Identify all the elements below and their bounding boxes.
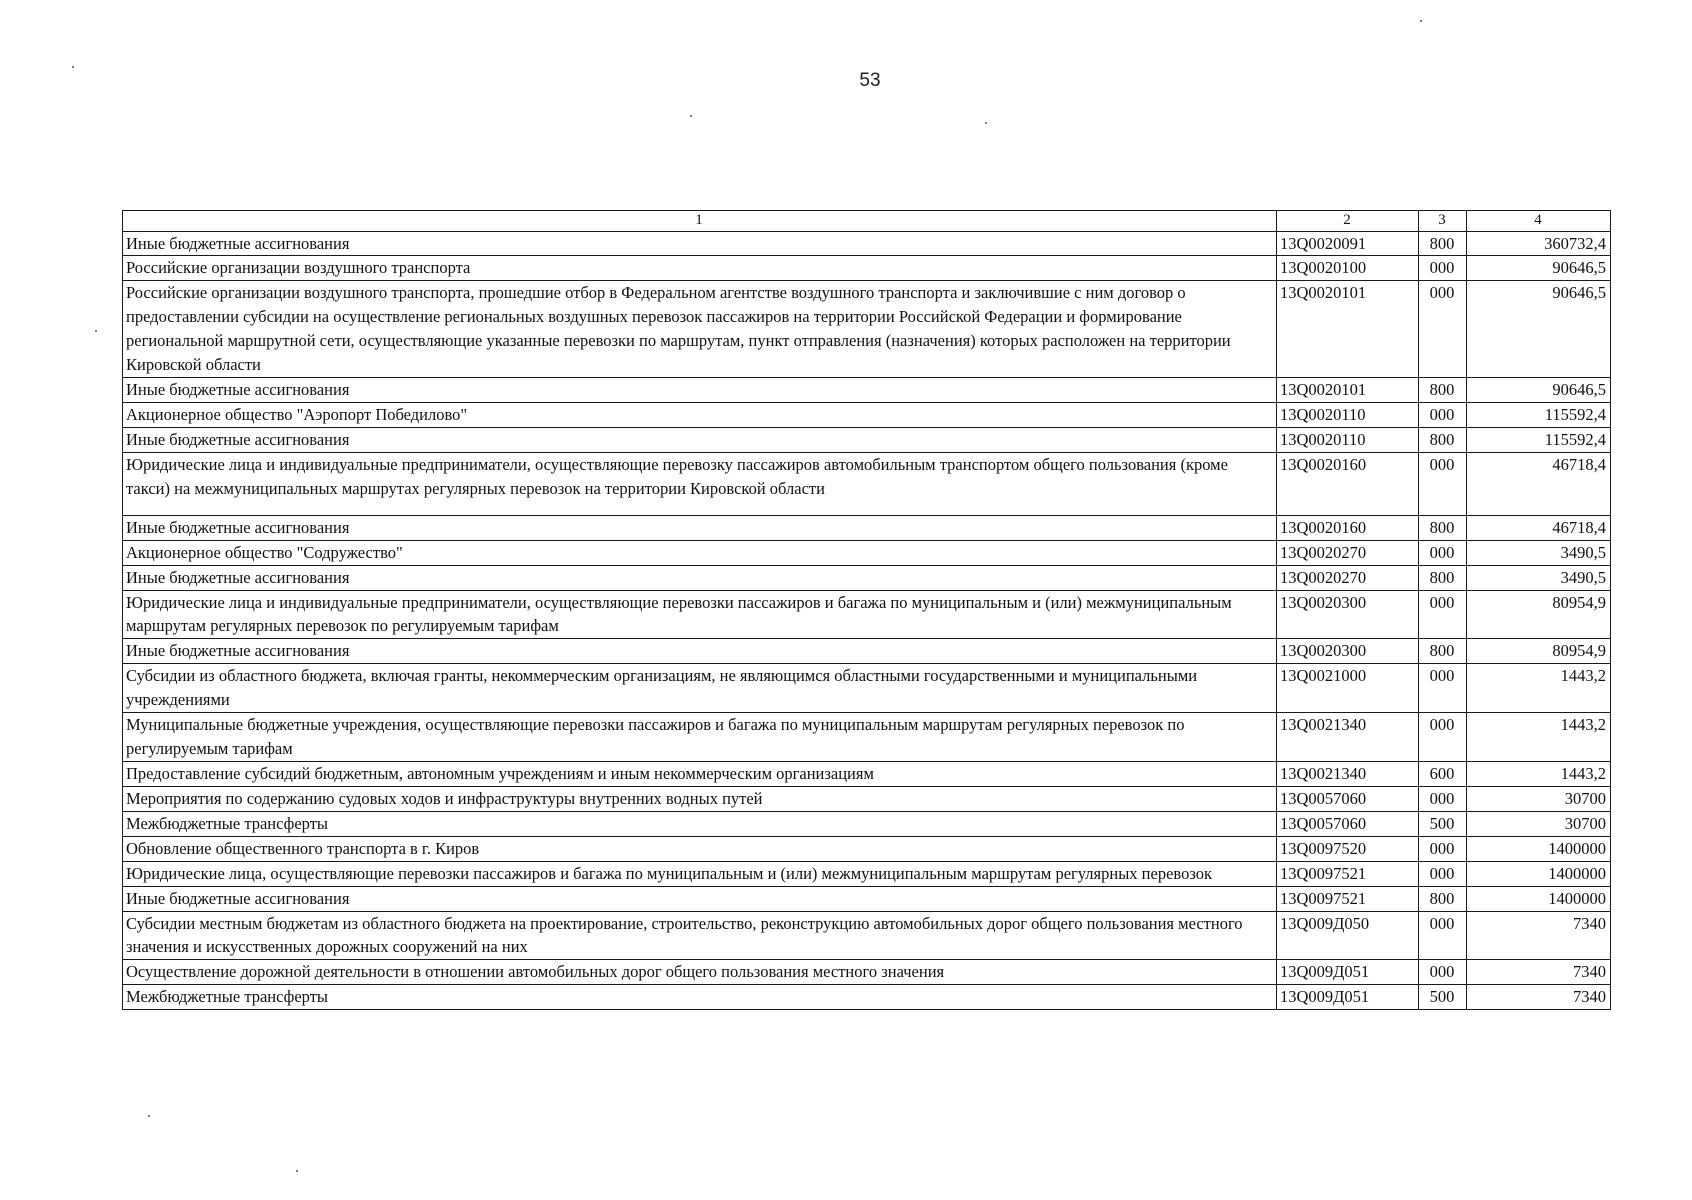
table-row [123,664,1611,713]
row-code-cell: 13Q0020110 [1277,402,1419,427]
row-amount-cell: 1443,2 [1467,762,1611,787]
row-amount-cell: 115592,4 [1467,427,1611,452]
row-name-cell: Акционерное общество "Содружество" [123,540,1277,565]
row-type-cell: 000 [1419,960,1467,985]
row-code-cell: 13Q0020300 [1277,639,1419,664]
table-row [123,402,1611,427]
row-amount-cell: 30700 [1467,786,1611,811]
row-type-cell: 000 [1419,452,1467,515]
table-row [123,786,1611,811]
row-name-cell: Юридические лица, осуществляющие перевозки пассажиров и багажа по муниципальным и (или) межмуниципальным маршрутам регулярных перевозок [123,861,1277,886]
row-name-cell: Акционерное общество "Аэропорт Победилово" [123,402,1277,427]
row-name-cell: Российские организации воздушного транспорта, прошедшие отбор в Федеральном агентстве воздушного транспорта и заключившие с ним договор о предоставлении субсидии на осуществление региональных воздушных перевозок пассажиров на территории Российской Федерации и формирование региональной маршрутной сети, осуществляющие указанные перевозки по маршрутам, пункт отправления (назначения) которых расположен на территории Кировской области [123,281,1277,378]
table-body [123,231,1611,1010]
row-amount-cell: 1443,2 [1467,713,1611,762]
row-amount-cell: 46718,4 [1467,452,1611,515]
row-code-cell: 13Q0057060 [1277,811,1419,836]
row-name-cell: Обновление общественного транспорта в г. Киров [123,836,1277,861]
table-row [123,540,1611,565]
row-code-cell: 13Q0020160 [1277,515,1419,540]
scan-speck [148,1115,150,1117]
row-name-cell: Иные бюджетные ассигнования [123,378,1277,403]
table-row [123,960,1611,985]
row-amount-cell: 1443,2 [1467,664,1611,713]
row-amount-cell: 80954,9 [1467,639,1611,664]
table-row [123,427,1611,452]
row-amount-cell: 1400000 [1467,886,1611,911]
row-amount-cell: 30700 [1467,811,1611,836]
row-type-cell: 500 [1419,985,1467,1010]
row-type-cell: 000 [1419,540,1467,565]
row-code-cell: 13Q0020101 [1277,378,1419,403]
row-type-cell: 000 [1419,861,1467,886]
row-amount-cell: 1400000 [1467,861,1611,886]
row-type-cell: 000 [1419,836,1467,861]
scan-speck [985,122,987,124]
row-name-cell: Иные бюджетные ассигнования [123,639,1277,664]
row-name-cell: Межбюджетные трансферты [123,811,1277,836]
row-amount-cell: 3490,5 [1467,565,1611,590]
header-col-2: 2 [1277,211,1419,232]
row-type-cell: 000 [1419,402,1467,427]
row-type-cell: 000 [1419,281,1467,378]
table-row [123,713,1611,762]
row-code-cell: 13Q0097521 [1277,861,1419,886]
row-code-cell: 13Q0021340 [1277,713,1419,762]
row-code-cell: 13Q0020100 [1277,256,1419,281]
row-type-cell: 800 [1419,515,1467,540]
header-row [123,211,1611,232]
row-name-cell: Иные бюджетные ассигнования [123,515,1277,540]
row-amount-cell: 90646,5 [1467,378,1611,403]
table-row [123,515,1611,540]
row-amount-cell: 7340 [1467,911,1611,960]
row-type-cell: 000 [1419,911,1467,960]
header-col-4: 4 [1467,211,1611,232]
table-row [123,985,1611,1010]
row-code-cell: 13Q0020110 [1277,427,1419,452]
header-col-3: 3 [1419,211,1467,232]
row-name-cell: Иные бюджетные ассигнования [123,886,1277,911]
row-name-cell: Иные бюджетные ассигнования [123,231,1277,256]
row-name-cell: Осуществление дорожной деятельности в отношении автомобильных дорог общего пользования местного значения [123,960,1277,985]
row-name-cell: Предоставление субсидий бюджетным, автономным учреждениям и иным некоммерческим организациям [123,762,1277,787]
row-amount-cell: 7340 [1467,960,1611,985]
row-type-cell: 000 [1419,590,1467,639]
row-code-cell: 13Q0020091 [1277,231,1419,256]
scan-speck [690,115,692,117]
row-code-cell: 13Q0020160 [1277,452,1419,515]
page-number: 53 [859,70,881,91]
row-code-cell: 13Q0021000 [1277,664,1419,713]
table-row [123,911,1611,960]
row-type-cell: 800 [1419,231,1467,256]
row-code-cell: 13Q0057060 [1277,786,1419,811]
row-name-cell: Муниципальные бюджетные учреждения, осуществляющие перевозки пассажиров и багажа по муниципальным маршрутам регулярных перевозок по регулируемым тарифам [123,713,1277,762]
table-header [123,211,1611,232]
table-row [123,886,1611,911]
row-name-cell: Юридические лица и индивидуальные предприниматели, осуществляющие перевозку пассажиров автомобильным транспортом общего пользования (кроме такси) на межмуниципальных маршрутах регулярных перевозок на территории Кировской области [123,452,1277,515]
row-name-cell: Субсидии из областного бюджета, включая гранты, некоммерческим организациям, не являющимся областными государственными и муниципальными учреждениями [123,664,1277,713]
table-row [123,590,1611,639]
row-code-cell: 13Q0097520 [1277,836,1419,861]
table-row [123,811,1611,836]
row-name-cell: Межбюджетные трансферты [123,985,1277,1010]
row-amount-cell: 46718,4 [1467,515,1611,540]
row-code-cell: 13Q009Д051 [1277,960,1419,985]
row-type-cell: 600 [1419,762,1467,787]
scan-speck [296,1170,298,1172]
scan-speck [1420,20,1422,22]
row-name-cell: Иные бюджетные ассигнования [123,427,1277,452]
row-code-cell: 13Q0020300 [1277,590,1419,639]
row-code-cell: 13Q0021340 [1277,762,1419,787]
row-type-cell: 500 [1419,811,1467,836]
row-amount-cell: 115592,4 [1467,402,1611,427]
row-amount-cell: 3490,5 [1467,540,1611,565]
row-name-cell: Иные бюджетные ассигнования [123,565,1277,590]
scan-speck [95,330,97,332]
table-row [123,378,1611,403]
row-amount-cell: 90646,5 [1467,281,1611,378]
row-type-cell: 800 [1419,378,1467,403]
table-row [123,836,1611,861]
table-row [123,256,1611,281]
row-type-cell: 000 [1419,786,1467,811]
row-type-cell: 000 [1419,664,1467,713]
row-type-cell: 800 [1419,639,1467,664]
row-code-cell: 13Q0097521 [1277,886,1419,911]
table-row [123,452,1611,515]
row-code-cell: 13Q009Д050 [1277,911,1419,960]
row-code-cell: 13Q009Д051 [1277,985,1419,1010]
header-col-1: 1 [123,211,1277,232]
budget-table [122,210,1611,1010]
row-name-cell: Мероприятия по содержанию судовых ходов и инфраструктуры внутренних водных путей [123,786,1277,811]
table-row [123,639,1611,664]
row-name-cell: Российские организации воздушного транспорта [123,256,1277,281]
table-row [123,762,1611,787]
row-type-cell: 000 [1419,256,1467,281]
row-amount-cell: 90646,5 [1467,256,1611,281]
row-type-cell: 000 [1419,713,1467,762]
table-row [123,231,1611,256]
row-amount-cell: 360732,4 [1467,231,1611,256]
row-name-cell: Юридические лица и индивидуальные предприниматели, осуществляющие перевозки пассажиров и багажа по муниципальным и (или) межмуниципальным маршрутам регулярных перевозок по регулируемым тарифам [123,590,1277,639]
row-type-cell: 800 [1419,886,1467,911]
row-amount-cell: 7340 [1467,985,1611,1010]
row-type-cell: 800 [1419,565,1467,590]
table-row [123,565,1611,590]
row-code-cell: 13Q0020270 [1277,540,1419,565]
scan-speck [72,66,74,68]
row-name-cell: Субсидии местным бюджетам из областного бюджета на проектирование, строительство, реконструкцию автомобильных дорог общего пользования местного значения и искусственных дорожных сооружений на них [123,911,1277,960]
row-code-cell: 13Q0020270 [1277,565,1419,590]
row-type-cell: 800 [1419,427,1467,452]
table-row [123,861,1611,886]
row-amount-cell: 1400000 [1467,836,1611,861]
table-row [123,281,1611,378]
row-amount-cell: 80954,9 [1467,590,1611,639]
row-code-cell: 13Q0020101 [1277,281,1419,378]
